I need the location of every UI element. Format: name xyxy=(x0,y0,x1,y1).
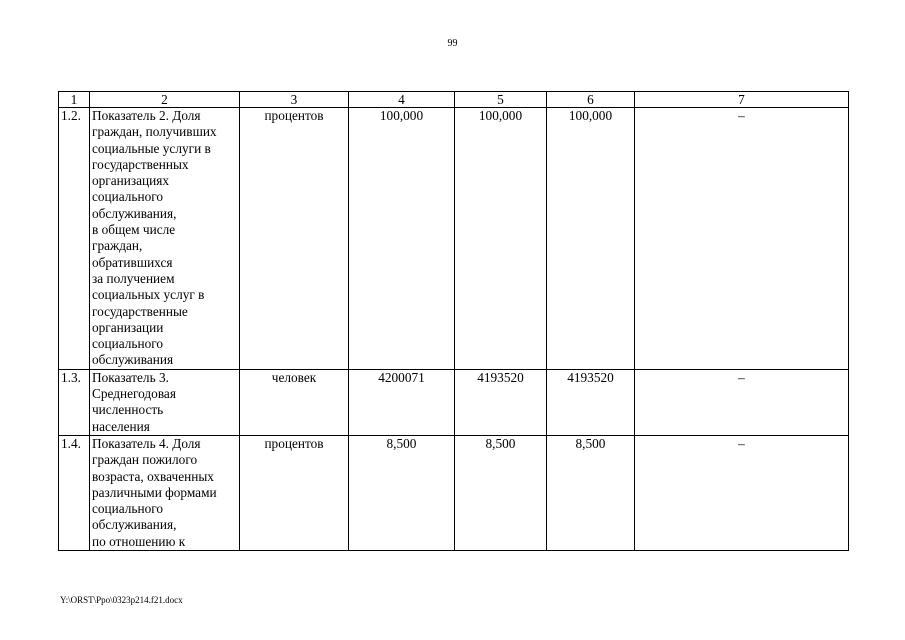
header-cell-5: 5 xyxy=(455,92,547,108)
value-col7: – xyxy=(635,435,849,550)
indicator-name-line: обслуживания, xyxy=(92,517,177,533)
row-number: 1.4. xyxy=(59,435,90,550)
unit-cell: процентов xyxy=(240,108,349,370)
indicator-name-line: организации xyxy=(92,319,164,335)
table-row xyxy=(59,435,849,550)
indicator-name-line: социального xyxy=(92,501,164,517)
value-col5: 100,000 xyxy=(455,108,547,370)
header-row xyxy=(59,92,849,108)
header-cell-4: 4 xyxy=(349,92,455,108)
value-col6: 8,500 xyxy=(547,435,635,550)
indicators-table xyxy=(58,91,849,551)
table-row xyxy=(59,369,849,435)
indicator-name-line: в общем числе xyxy=(92,222,176,238)
value-col5: 4193520 xyxy=(455,369,547,435)
indicator-name-line: за получением xyxy=(92,270,175,286)
indicator-name xyxy=(90,435,240,550)
indicator-name-line: социальные услуги в xyxy=(92,140,211,156)
indicator-name-line: социальных услуг в xyxy=(92,287,205,303)
indicator-name-line: обслуживания, xyxy=(92,205,177,221)
indicator-name-line: граждан, получивших xyxy=(92,124,217,140)
header-cell-1: 1 xyxy=(59,92,90,108)
header-cell-7: 7 xyxy=(635,92,849,108)
indicator-name-line: Показатель 4. Доля xyxy=(92,435,201,451)
indicator-name-line: государственные xyxy=(92,303,188,319)
indicator-name-line: социального xyxy=(92,189,164,205)
indicator-name xyxy=(90,108,240,370)
page-number: 99 xyxy=(447,38,458,49)
value-col7: – xyxy=(635,108,849,370)
value-col6: 4193520 xyxy=(547,369,635,435)
indicator-name-line: Среднегодовая xyxy=(92,386,176,402)
indicator-name xyxy=(90,369,240,435)
header-cell-6: 6 xyxy=(547,92,635,108)
indicator-name-line: численность xyxy=(92,402,164,418)
indicator-name-line: Показатель 2. Доля xyxy=(92,108,201,123)
indicator-name-line: государственных xyxy=(92,156,189,172)
value-col7: – xyxy=(635,369,849,435)
value-col5: 8,500 xyxy=(455,435,547,550)
file-path-footer: Y:\ORST\Ppo\0323p214.f21.docx xyxy=(60,595,183,605)
indicator-name-line: населения xyxy=(92,418,150,434)
unit-cell: человек xyxy=(240,369,349,435)
value-col4: 100,000 xyxy=(349,108,455,370)
indicator-name-line: по отношению к xyxy=(92,533,186,549)
value-col4: 4200071 xyxy=(349,369,455,435)
table-row xyxy=(59,108,849,370)
indicator-name-line: различными формами xyxy=(92,484,217,500)
indicator-name-line: граждан, xyxy=(92,238,143,254)
indicator-name-line: Показатель 3. xyxy=(92,369,169,385)
value-col4: 8,500 xyxy=(349,435,455,550)
indicator-name-line: социального xyxy=(92,336,164,352)
row-number: 1.2. xyxy=(59,108,90,370)
header-cell-2: 2 xyxy=(90,92,240,108)
indicator-name-line: граждан пожилого xyxy=(92,452,198,468)
indicator-name-line: возраста, охваченных xyxy=(92,468,214,484)
indicator-name-line: организациях xyxy=(92,173,170,189)
indicator-name-line: обслуживания xyxy=(92,352,174,368)
unit-cell: процентов xyxy=(240,435,349,550)
header-cell-3: 3 xyxy=(240,92,349,108)
indicator-name-line: обратившихся xyxy=(92,254,173,270)
value-col6: 100,000 xyxy=(547,108,635,370)
row-number: 1.3. xyxy=(59,369,90,435)
